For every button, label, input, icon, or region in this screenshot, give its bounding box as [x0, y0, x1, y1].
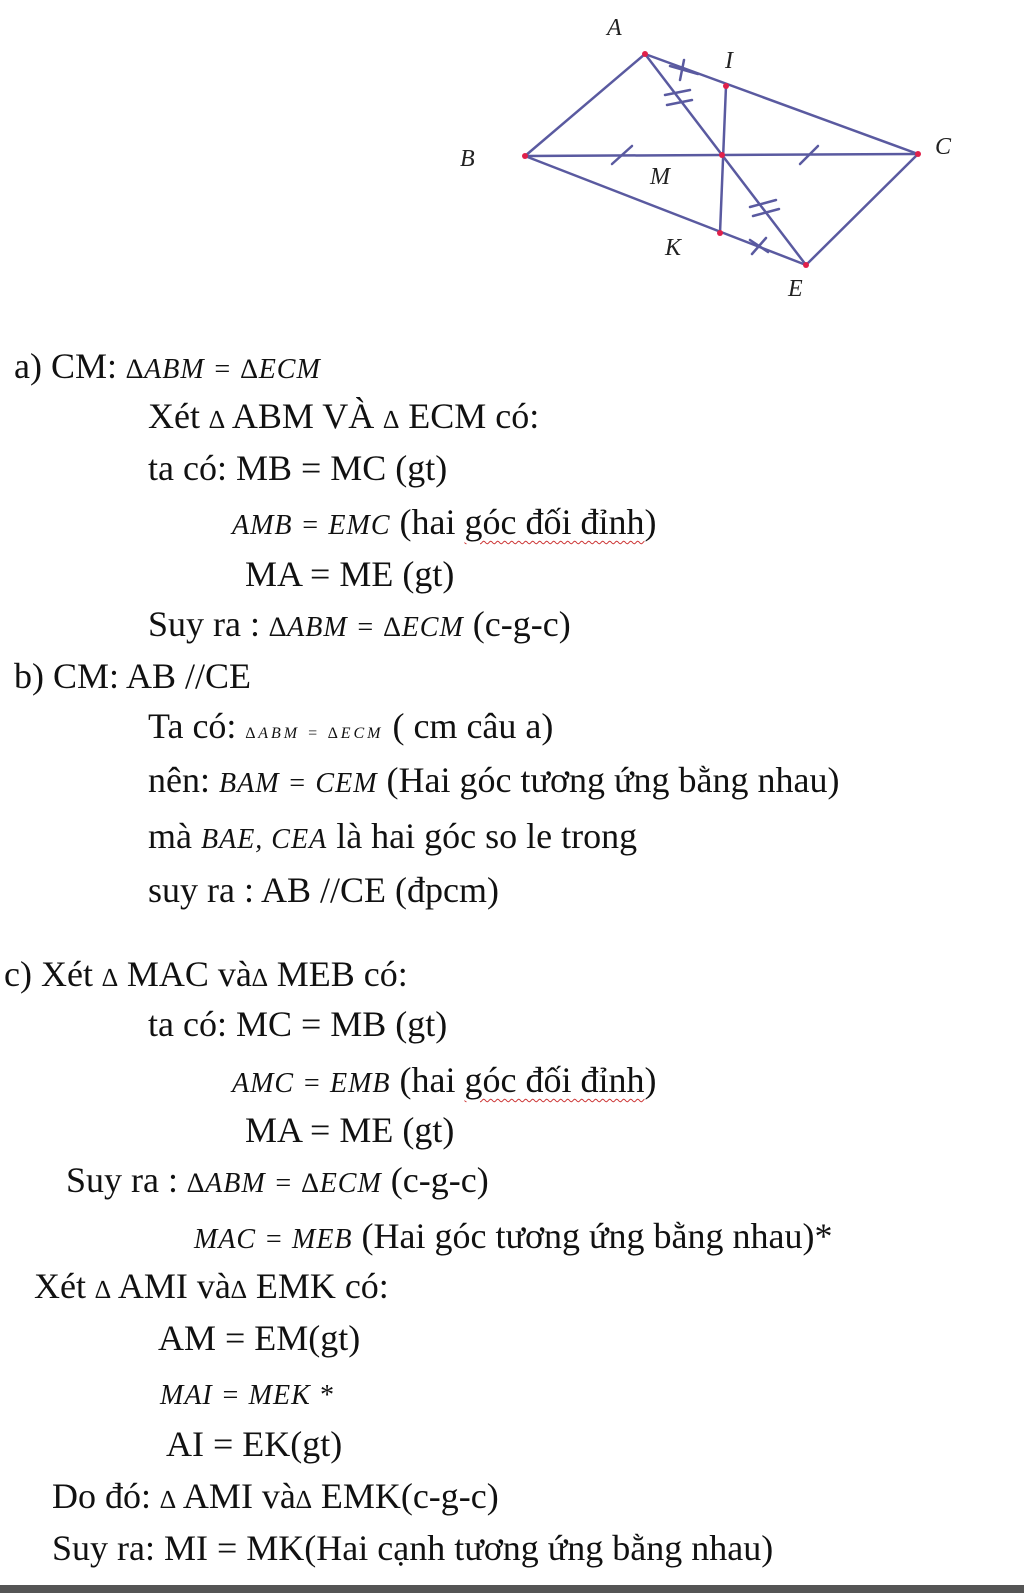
- text: Suy ra: MI = MK(Hai cạnh tương ứng bằng nhau): [52, 1528, 774, 1568]
- text: Suy ra :: [148, 604, 269, 644]
- text: MEB có:: [267, 954, 408, 994]
- text: (Hai góc tương ứng bằng nhau)*: [352, 1216, 833, 1256]
- text: MA = ME (gt): [245, 554, 455, 594]
- label-m: M: [650, 164, 670, 190]
- label-a: A: [607, 15, 622, 41]
- text: AMI và: [175, 1476, 296, 1516]
- part-c-line7: [158, 1316, 360, 1360]
- tick-am-1: [665, 90, 690, 95]
- point-a: [642, 51, 648, 57]
- text: Xét: [34, 1266, 95, 1306]
- text: ECM có:: [399, 396, 540, 436]
- part-c-line8: [160, 1370, 334, 1418]
- spellcheck-text: góc đối đỉnh: [464, 1060, 645, 1100]
- part-a-statement: ∆ABM = ∆ECM: [126, 354, 321, 385]
- angle-equation: BAM = CEM: [218, 768, 378, 799]
- part-c-heading: [4, 952, 408, 1000]
- triangle-symbol: ∆: [160, 1485, 176, 1514]
- text: MAC và: [117, 954, 252, 994]
- text: (c-g-c): [381, 1160, 489, 1200]
- angle-equation: MAC = MEB: [194, 1224, 353, 1255]
- part-a-heading: [14, 344, 321, 392]
- part-c-line10: [52, 1474, 499, 1522]
- text: ta có: MB = MC (gt): [148, 448, 448, 488]
- part-b-line1: [148, 704, 553, 756]
- text: (hai: [390, 502, 465, 542]
- text: AMI và: [110, 1266, 231, 1306]
- angle-equation: AMC = EMB: [232, 1068, 391, 1099]
- geometry-figure: [0, 0, 1024, 320]
- part-c-line2: [232, 1058, 656, 1106]
- angle-pair: BAE, CEA: [200, 824, 328, 855]
- point-k: [717, 230, 723, 236]
- part-b-line4: [148, 868, 499, 912]
- part-a-line4: [148, 602, 571, 650]
- text: nên:: [148, 760, 219, 800]
- part-c-line5: [194, 1214, 832, 1262]
- point-m: [719, 152, 725, 158]
- text: suy ra : AB //CE (đpcm): [148, 870, 499, 910]
- tick-me-2: [753, 209, 779, 216]
- label-i: I: [725, 48, 733, 74]
- triangle-equation: ∆ABM = ∆ECM: [245, 725, 384, 742]
- text: b) CM: AB //CE: [14, 656, 252, 696]
- triangle-symbol: ∆: [230, 1275, 247, 1304]
- bottom-divider: [0, 1585, 1024, 1593]
- segment-ab: [525, 54, 645, 156]
- triangle-equation: ∆ABM = ∆ECM: [269, 612, 464, 643]
- label-e: E: [788, 276, 803, 302]
- text: Suy ra :: [66, 1160, 187, 1200]
- part-c-line4: [66, 1158, 489, 1206]
- text: ): [644, 1060, 657, 1100]
- triangle-symbol: ∆: [383, 405, 400, 434]
- part-c-line11: [52, 1526, 773, 1570]
- part-a-line3: [245, 552, 454, 596]
- part-a-line1: [148, 446, 447, 490]
- text: Ta có:: [148, 706, 246, 746]
- point-i: [723, 83, 729, 89]
- triangle-equation: ∆ABM = ∆ECM: [187, 1168, 382, 1199]
- text: mà: [148, 816, 201, 856]
- part-a-consider: [148, 394, 539, 442]
- point-b: [522, 153, 528, 159]
- text: ta có: MC = MB (gt): [148, 1004, 448, 1044]
- label-c: C: [935, 134, 952, 160]
- label-b: B: [460, 146, 475, 172]
- text: là hai góc so le trong: [327, 816, 638, 856]
- triangle-symbol: ∆: [295, 1485, 312, 1514]
- text: c) Xét: [4, 954, 102, 994]
- text: ( cm câu a): [383, 706, 554, 746]
- part-c-line1: [148, 1002, 447, 1046]
- text: AI = EK(gt): [166, 1424, 343, 1464]
- text: ABM VÀ: [224, 396, 384, 436]
- point-e: [803, 262, 809, 268]
- text: Xét: [148, 396, 209, 436]
- part-a-label: a) CM:: [14, 346, 126, 386]
- part-b-heading: [14, 654, 251, 698]
- part-c-line9: [166, 1422, 342, 1466]
- tick-me-1: [750, 200, 776, 207]
- part-c-line3: [245, 1108, 454, 1152]
- label-k: K: [665, 235, 682, 261]
- part-b-line3: [148, 814, 637, 862]
- part-b-line2: [148, 758, 839, 806]
- text: (hai: [390, 1060, 465, 1100]
- angle-equation: AMB = EMC: [232, 510, 391, 541]
- segment-ce: [806, 154, 918, 265]
- text: (Hai góc tương ứng bằng nhau): [377, 760, 840, 800]
- triangle-symbol: ∆: [208, 405, 225, 434]
- point-c: [915, 151, 921, 157]
- part-a-line2: [232, 500, 656, 548]
- text: EMK(c-g-c): [311, 1476, 499, 1516]
- spellcheck-text: góc đối đỉnh: [464, 502, 645, 542]
- segment-ac: [645, 54, 918, 154]
- text: AM = EM(gt): [158, 1318, 361, 1358]
- part-c-line6: [34, 1264, 389, 1312]
- text: MA = ME (gt): [245, 1110, 455, 1150]
- triangle-symbol: ∆: [251, 963, 268, 992]
- triangle-symbol: ∆: [94, 1275, 111, 1304]
- text: ): [644, 502, 657, 542]
- angle-equation: MAI = MEK *: [160, 1380, 334, 1411]
- text: Do đó:: [52, 1476, 160, 1516]
- text: (c-g-c): [463, 604, 571, 644]
- text: EMK có:: [246, 1266, 389, 1306]
- triangle-symbol: ∆: [101, 963, 118, 992]
